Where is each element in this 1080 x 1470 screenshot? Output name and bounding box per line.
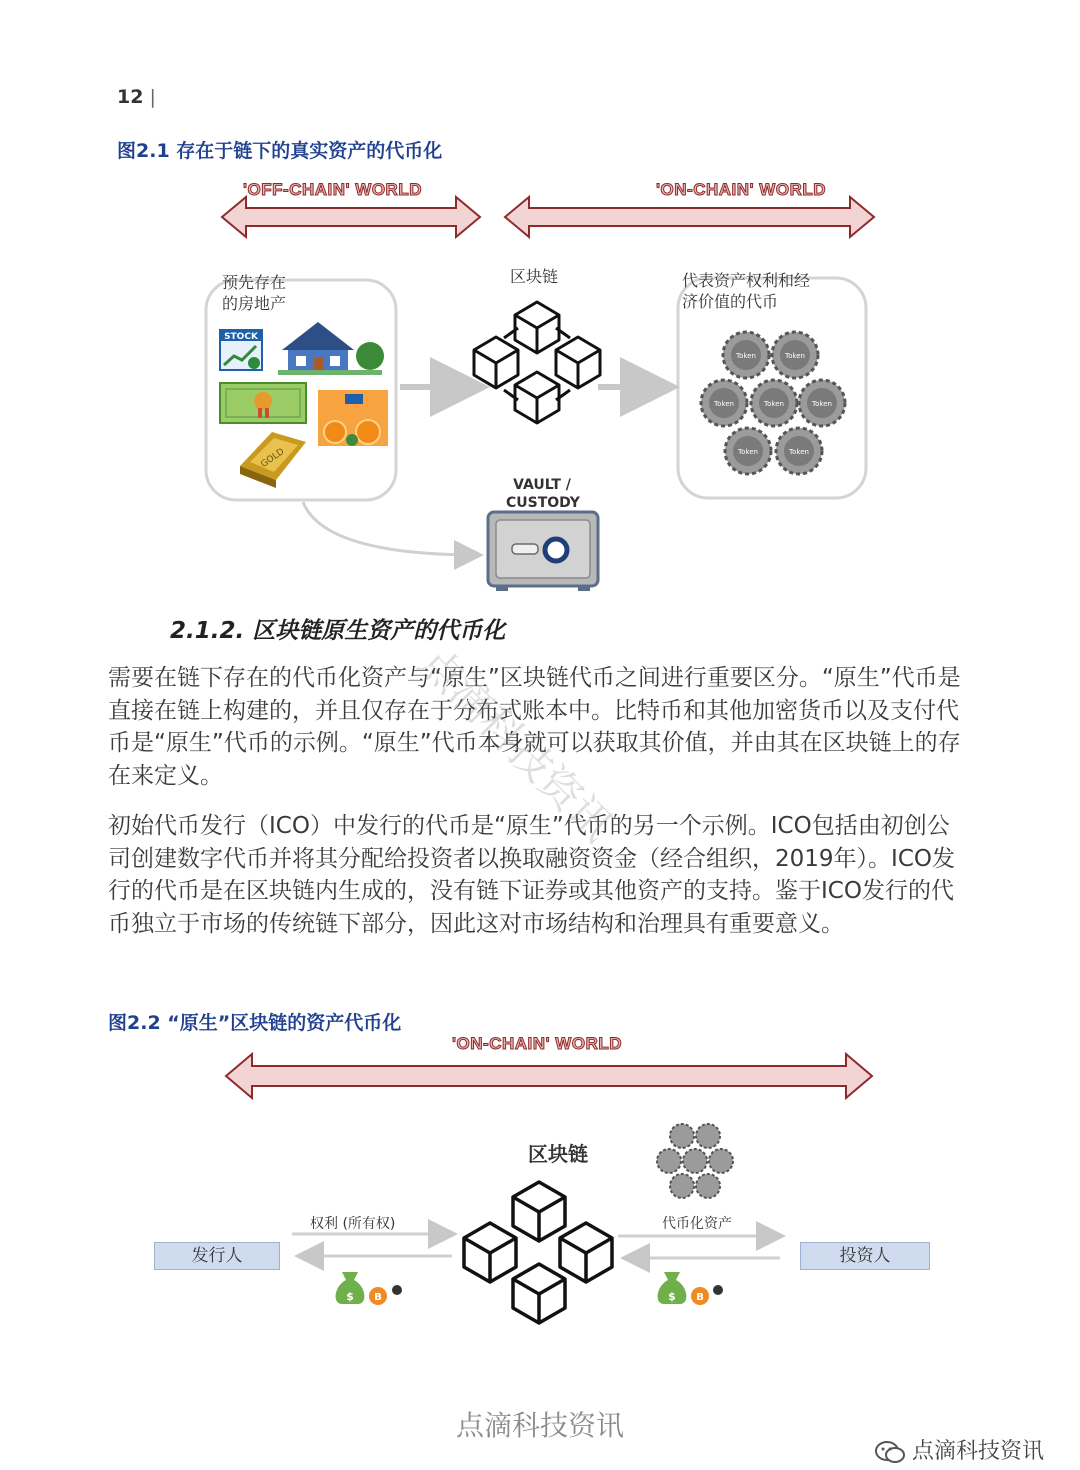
svg-text:Token: Token	[764, 400, 784, 408]
svg-text:Token: Token	[714, 400, 734, 408]
token-coins-cluster	[701, 332, 845, 474]
token-coin	[696, 1174, 720, 1198]
svg-text:Token: Token	[789, 448, 809, 456]
house-icon	[278, 322, 384, 375]
token-coin	[772, 332, 818, 378]
gold-bar-icon	[240, 432, 306, 488]
token-coin	[776, 428, 822, 474]
on-chain-wide-arrow	[226, 1054, 872, 1098]
watermark-text: 点滴科技资讯	[409, 637, 623, 851]
figure-2-caption: 图2.2 “原生”区块链的资产代币化	[108, 1012, 402, 1034]
footer-brand-text: 点滴科技资讯	[455, 1409, 624, 1442]
blockchain-label: 区块链	[510, 267, 559, 286]
vault-custody-label: VAULT / CUSTODY	[506, 477, 580, 511]
svg-text:STOCK: STOCK	[224, 332, 258, 342]
token-coin	[725, 428, 771, 474]
svg-text:B: B	[374, 1292, 382, 1303]
paragraph-1: 需要在链下存在的代币化资产与“原生”区块链代币之间进行重要区分。“原生”代币是直接在链上构建的，并且仅存在于分布式账本中。比特币和其他加密货币以及支付代币是“原生”代币的示例。“原生”代币本身就可以获取其价值，并由其在区块链上的存在来定义。	[108, 665, 961, 789]
off-chain-world-label: 'OFF-CHAIN' WORLD	[243, 180, 422, 199]
svg-text:B: B	[696, 1292, 704, 1303]
on-chain-world-label: 'ON-CHAIN' WORLD	[656, 180, 827, 199]
svg-text:Token: Token	[736, 352, 756, 360]
token-coin	[709, 1149, 733, 1173]
stock-icon	[220, 330, 262, 370]
tokenized-asset-label: 代币化资产	[662, 1216, 732, 1232]
page-number: 12 |	[117, 86, 156, 108]
orange-juice-icon	[318, 390, 388, 446]
figure-2-diagram	[0, 1030, 1080, 1350]
token-coin	[683, 1149, 707, 1173]
wechat-account-label: 点滴科技资讯	[874, 1434, 1044, 1465]
section-heading: 2.1.2. 区块链原生资产的代币化	[170, 618, 506, 644]
svg-text:$: $	[668, 1290, 676, 1303]
token-rights-label: 代表资产权利和经 济价值的代币	[682, 271, 811, 311]
token-coins-cluster	[657, 1124, 733, 1198]
svg-text:Token: Token	[738, 448, 758, 456]
off-chain-arrow	[222, 197, 480, 237]
token-coin	[670, 1124, 694, 1148]
money-bag-icon	[658, 1272, 687, 1304]
wechat-icon	[874, 1440, 906, 1464]
money-bag-icon	[336, 1272, 365, 1304]
token-coin	[799, 380, 845, 426]
issuer-box: 发行人	[154, 1242, 280, 1270]
blockchain-icon	[464, 1182, 612, 1323]
on-chain-world-label: 'ON-CHAIN' WORLD	[452, 1034, 623, 1053]
bitcoin-coin-icon	[369, 1285, 402, 1305]
real-estate-label: 预先存在 的房地产	[222, 273, 287, 313]
blockchain-label: 区块链	[528, 1142, 588, 1166]
svg-text:Token: Token	[785, 352, 805, 360]
token-coin	[723, 332, 769, 378]
token-coin	[696, 1124, 720, 1148]
blockchain-icon	[474, 302, 600, 423]
on-chain-arrow	[505, 197, 874, 237]
paragraph-2: 初始代币发行（ICO）中发行的代币是“原生”代币的另一个示例。ICO包括由初创公司创建数字代币并将其分配给投资者以换取融资资金（经合组织，2019年）。ICO发行的代币是在区块链内生成的，没有链下证券或其他资产的支持。鉴于ICO发行的代币独立于市场的传统链下部分，因此这对市场结构和治理具有重要意义。	[108, 813, 955, 937]
svg-text:GOLD: GOLD	[259, 446, 287, 470]
token-coin	[751, 380, 797, 426]
figure-1-diagram	[0, 170, 1080, 600]
banknote-icon	[220, 383, 306, 423]
rights-ownership-label: 权利 (所有权)	[310, 1216, 396, 1232]
figure-1-caption: 图2.1 存在于链下的真实资产的代币化	[117, 140, 443, 162]
token-coin	[657, 1149, 681, 1173]
bitcoin-coin-icon	[691, 1285, 723, 1305]
svg-text:$: $	[346, 1290, 354, 1303]
token-coin	[670, 1174, 694, 1198]
vault-icon	[488, 512, 598, 591]
investor-box: 投资人	[800, 1242, 930, 1270]
token-coin	[701, 380, 747, 426]
svg-text:Token: Token	[812, 400, 832, 408]
